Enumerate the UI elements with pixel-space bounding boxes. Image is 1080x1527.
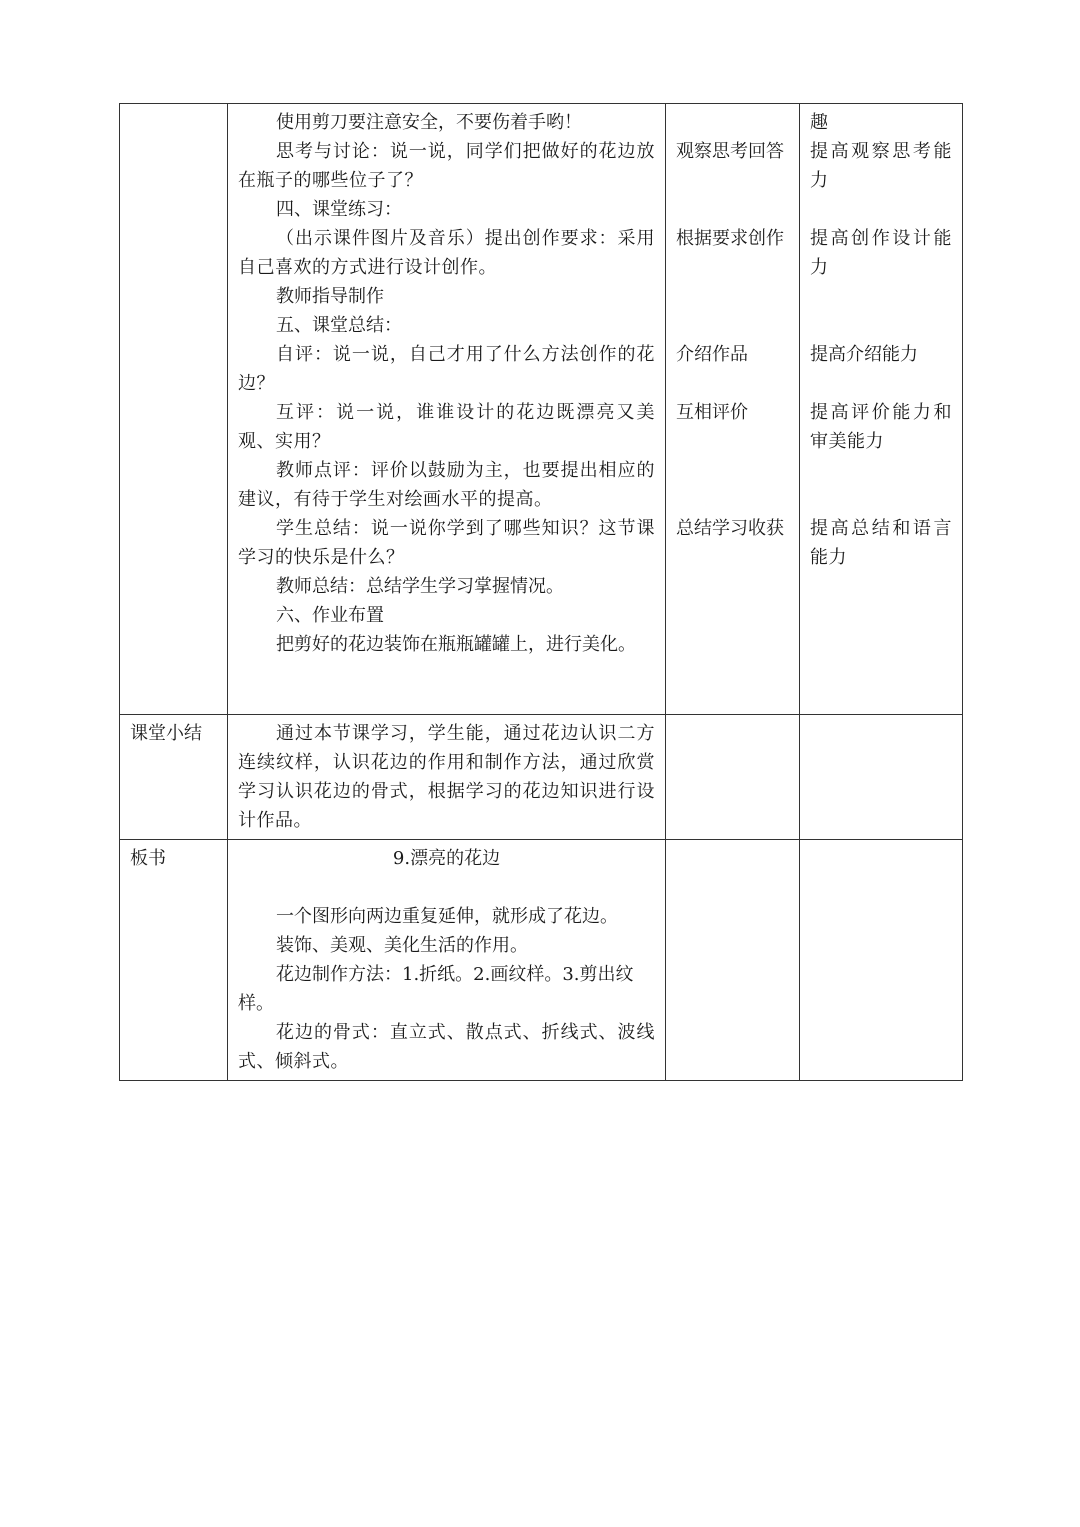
teacher-line: 把剪好的花边装饰在瓶瓶罐罐上，进行美化。	[276, 634, 636, 655]
teacher-line: 自评：说一说，自己才用了什么方法创作的花边？	[238, 344, 655, 394]
cell-empty	[666, 715, 800, 840]
intent-item: 趣	[810, 112, 828, 133]
board-line: 一个图形向两边重复延伸，就形成了花边。	[276, 906, 618, 927]
cell-empty	[666, 840, 800, 1081]
teacher-line: 六、作业布置	[276, 605, 384, 626]
summary-paragraph: 通过本节课学习，学生能，通过花边认识二方连续纹样，认识花边的作用和制作方法，通过欣赏学习认识花边的骨式，根据学习的花边知识进行设计作品。	[238, 723, 655, 831]
teacher-line: 思考与讨论：说一说，同学们把做好的花边放在瓶子的哪些位子了？	[238, 141, 655, 191]
board-title: 9.漂亮的花边	[392, 848, 501, 869]
table-row-board	[120, 840, 963, 1081]
teacher-line: 使用剪刀要注意安全，不要伤着手哟！	[276, 112, 582, 133]
student-activity-item: 介绍作品	[676, 344, 748, 365]
cell-teacher-activity	[228, 104, 666, 715]
table-row-activities	[120, 104, 963, 715]
intent-item: 提高介绍能力	[810, 344, 918, 365]
summary-label: 课堂小结	[120, 715, 228, 840]
cell-stage-empty	[120, 104, 228, 715]
board-content	[228, 840, 666, 1081]
teacher-line: 学生总结：说一说你学到了哪些知识？这节课学习的快乐是什么？	[238, 518, 655, 568]
lesson-plan-table	[119, 103, 963, 1081]
student-activity-item: 互相评价	[676, 402, 748, 423]
student-activity-item: 总结学习收获	[676, 518, 784, 539]
intent-item: 提高观察思考能力	[810, 141, 952, 191]
board-label: 板书	[120, 840, 228, 1081]
cell-design-intent	[800, 104, 963, 715]
cell-student-activity	[666, 104, 800, 715]
intent-item: 提高创作设计能力	[810, 228, 952, 278]
student-activity-item: 根据要求创作	[676, 228, 784, 249]
cell-empty	[800, 840, 963, 1081]
intent-item: 提高评价能力和审美能力	[810, 402, 952, 452]
table-row-summary	[120, 715, 963, 840]
teacher-line: 教师点评：评价以鼓励为主，也要提出相应的建议，有待于学生对绘画水平的提高。	[238, 460, 655, 510]
teacher-line: 五、课堂总结：	[276, 315, 402, 336]
board-line: 花边制作方法：1.折纸。2.画纹样。3.剪出纹样。	[238, 964, 634, 1014]
board-line: 装饰、美观、美化生活的作用。	[276, 935, 528, 956]
teacher-line: 互评：说一说，谁谁设计的花边既漂亮又美观、实用？	[238, 402, 655, 452]
teacher-line: （出示课件图片及音乐）提出创作要求：采用自己喜欢的方式进行设计创作。	[238, 228, 655, 278]
intent-item: 提高总结和语言能力	[810, 518, 952, 568]
student-activity-item: 观察思考回答	[676, 141, 784, 162]
board-line: 花边的骨式：直立式、散点式、折线式、波线式、倾斜式。	[238, 1022, 655, 1072]
teacher-line: 教师指导制作	[276, 286, 384, 307]
summary-text	[228, 715, 666, 840]
teacher-line: 四、课堂练习：	[276, 199, 402, 220]
teacher-line: 教师总结：总结学生学习掌握情况。	[276, 576, 564, 597]
cell-empty	[800, 715, 963, 840]
